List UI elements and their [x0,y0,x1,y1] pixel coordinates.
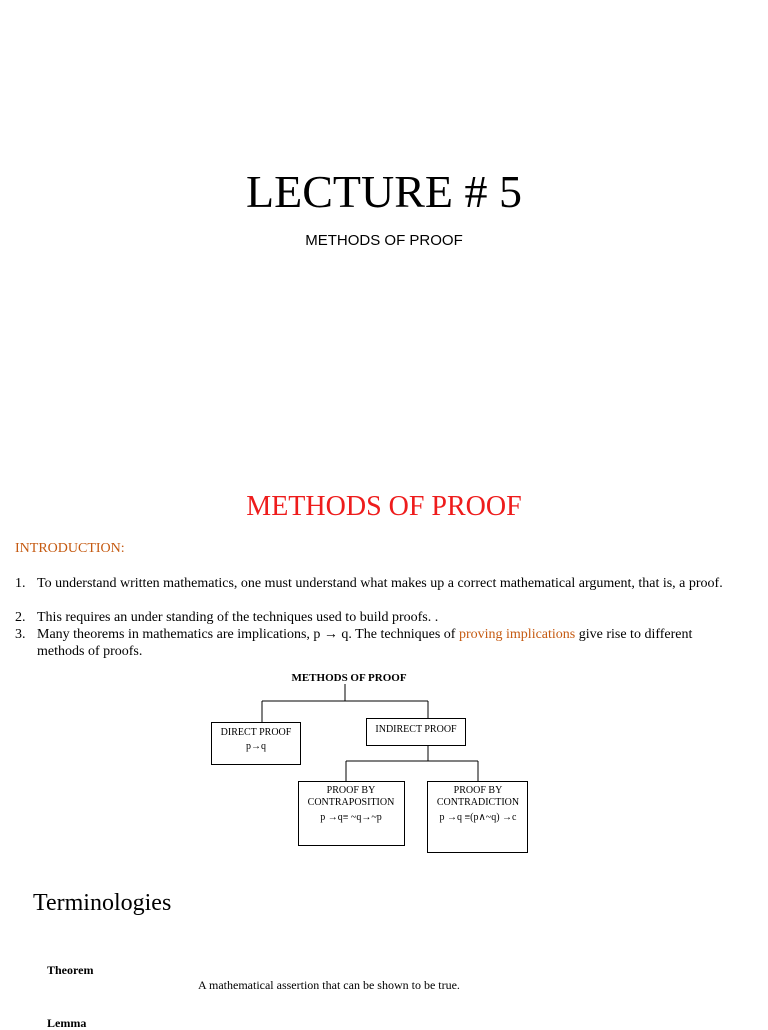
direct-proof-label: DIRECT PROOF [220,727,292,738]
diagram-root-label: METHODS OF PROOF [291,672,407,684]
list-number: 2. [15,610,26,625]
list-text [37,626,735,660]
list-item [15,609,735,626]
list-item [15,626,735,660]
list-text: This requires an under standing of the techniques used to build proofs. . [37,610,439,625]
intro-heading: INTRODUCTION: [15,541,125,556]
contraposition-label-line2: CONTRAPOSITION [307,797,395,808]
section-title: METHODS OF PROOF [246,491,522,522]
list-text: To understand written mathematics, one must understand what makes up a correct mathematical argument, that is, a proof. [37,576,723,591]
list-number: 3. [15,627,26,642]
contradiction-label-line2: CONTRADICTION [436,797,520,808]
contradiction-label-line1: PROOF BY [453,785,503,796]
term-theorem-definition: A mathematical assertion that can be shown to be true. [198,978,460,992]
term-theorem: Theorem [47,963,94,977]
methods-diagram [0,665,768,865]
list-number: 1. [15,576,26,591]
direct-proof-formula: p→q [246,741,266,752]
list-text-before: Many theorems in mathematics are implications, p → q. The techniques of [37,627,459,642]
lecture-subtitle: METHODS OF PROOF [305,232,463,249]
indirect-proof-label: INDIRECT PROOF [375,724,457,735]
contradiction-formula: p →q ≡(p∧~q) →c [439,812,517,823]
contraposition-formula: p →q≡ ~q→~p [320,812,382,823]
lecture-title: LECTURE # 5 [246,166,522,217]
highlight-text: proving implications [458,627,576,642]
terminologies-heading: Terminologies [33,890,172,916]
list-text-after: give rise to different methods of proofs. [37,627,693,659]
term-lemma: Lemma [47,1016,87,1030]
list-item [15,575,735,592]
contraposition-label-line1: PROOF BY [326,785,376,796]
